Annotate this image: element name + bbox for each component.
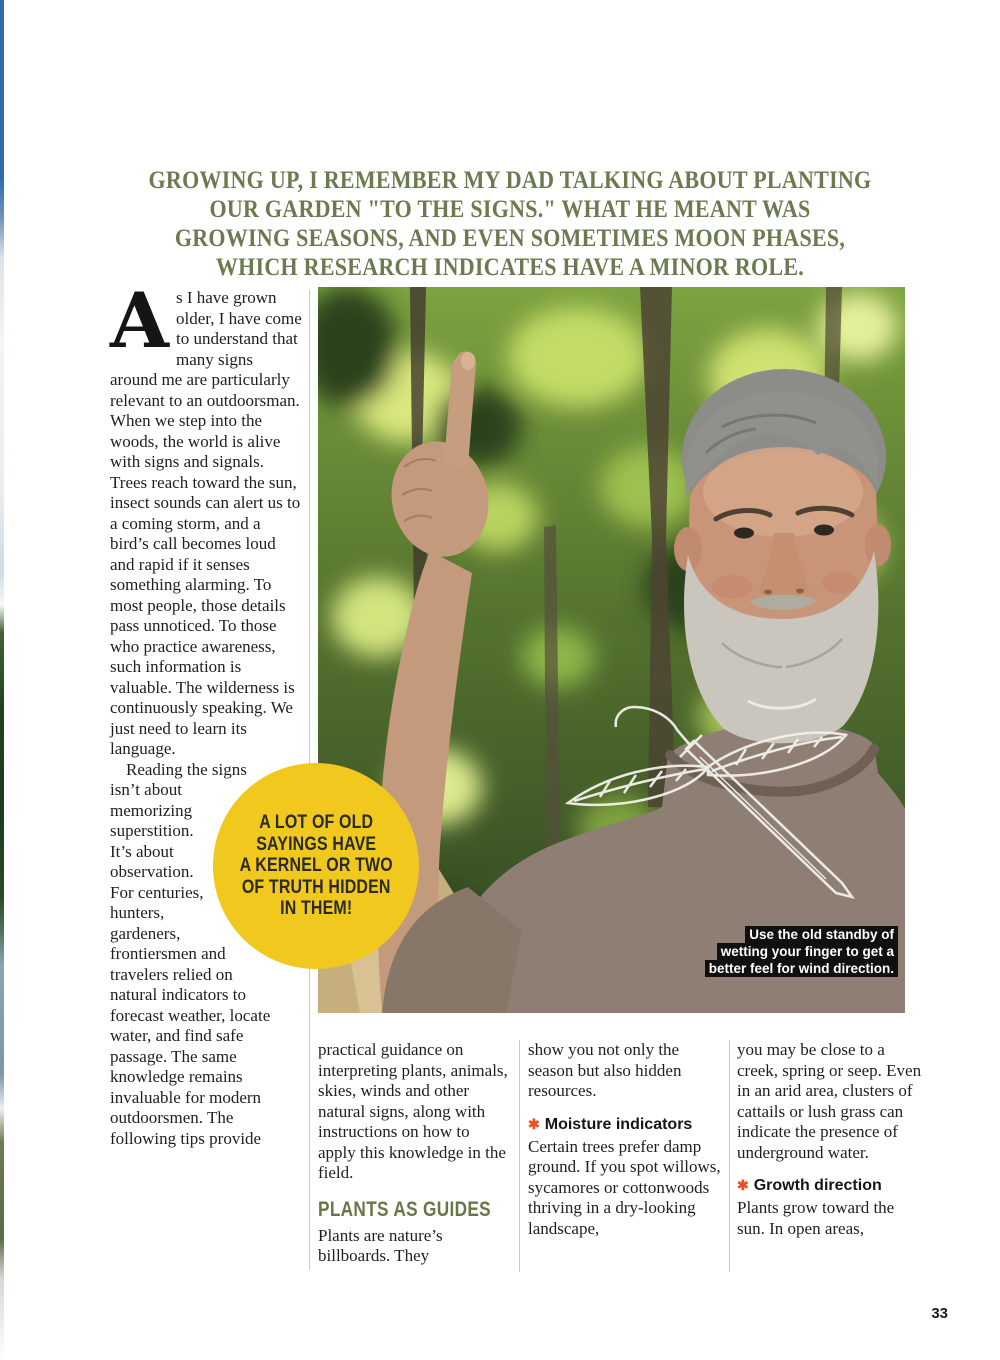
pull-quote-line: A LOT OF OLD [258,812,374,834]
paragraph: practical guidance on interpreting plants, animals, skies, winds and other natural signs, along with instructions on how to apply this knowledge in the field. [318,1040,508,1182]
paragraph: Plants grow toward the sun. In open areas, [737,1198,895,1238]
paragraph: Certain trees prefer damp ground. If you spot willows, sycamores or cottonwoods thriving in a dry-looking landscape, [528,1136,721,1238]
asterisk-marker-icon: ✱ [528,1115,540,1132]
caption-line: Use the old standby of [745,926,898,943]
headline-line: GROWING UP, I REMEMBER MY DAD TALKING ABOUT PLANTING [148,167,872,194]
paragraph: Reading the signs isn’t about memorizing superstition. It’s about observation. For centuries, hunters, gardeners, frontiersmen and travelers relied on natural indicators to forecast weather, locate water, and find safe passage. The same knowledge remains invaluable for modern outdoorsmen. The following tips provide [110,759,271,1148]
article-column-1 [110,276,303,1149]
paragraph: s I have grown older, I have come to understand that many signs around me are particularly relevant to an outdoorsman. When we step into the woods, the world is alive with signs and signals. Trees reach toward the sun, insect sounds can alert us to a coming storm, and a bird’s call becomes loud and rapid if it senses something alarming. To most people, those details pass unnoticed. To those who practice awareness, such information is valuable. The wilderness is continuously speaking. We just need to learn its language. [110,288,302,758]
section-heading-plants-as-guides: PLANTS AS GUIDES [318,1197,492,1221]
pull-quote-line: OF TRUTH HIDDEN [241,876,391,898]
article-column-3 [528,1040,728,1239]
paragraph: you may be close to a creek, spring or seep. Even in an arid area, clusters of cattails or lush grass can indicate the presence of underground water. [737,1040,922,1162]
photo-caption [705,926,898,977]
pull-quote-circle [213,763,419,969]
page-number: 33 [931,1305,948,1322]
subhead-growth-direction [737,1176,925,1195]
pull-quote-line: SAYINGS HAVE [255,833,376,855]
paragraph: Plants are nature’s billboards. They [318,1225,443,1265]
pull-quote-text [239,812,392,920]
headline-line: GROWING SEASONS, AND EVEN SOMETIMES MOON PHASES, [174,225,846,252]
column-rule [519,1040,520,1272]
headline-line: WHICH RESEARCH INDICATES HAVE A MINOR ROLE. [215,254,805,281]
headline-line: OUR GARDEN "TO THE SIGNS." WHAT HE MEANT WAS [209,196,811,223]
subhead-label: Growth direction [753,1177,882,1194]
pull-quote-line: A KERNEL OR TWO [239,855,393,877]
article-column-4 [737,1040,925,1239]
caption-line: better feel for wind direction. [705,960,898,977]
pull-quote-line: IN THEM! [279,898,353,920]
page-edge-photo-sliver [0,0,4,1360]
column-rule [729,1040,730,1272]
subhead-label: Moisture indicators [544,1115,693,1133]
paragraph: show you not only the season but also hidden resources. [528,1040,682,1100]
asterisk-marker-icon: ✱ [737,1177,749,1193]
subhead-moisture-indicators [528,1115,728,1134]
article-column-2 [318,1040,510,1267]
caption-line: wetting your finger to get a [717,943,898,960]
drop-cap: A [110,276,169,365]
headline [50,166,970,282]
